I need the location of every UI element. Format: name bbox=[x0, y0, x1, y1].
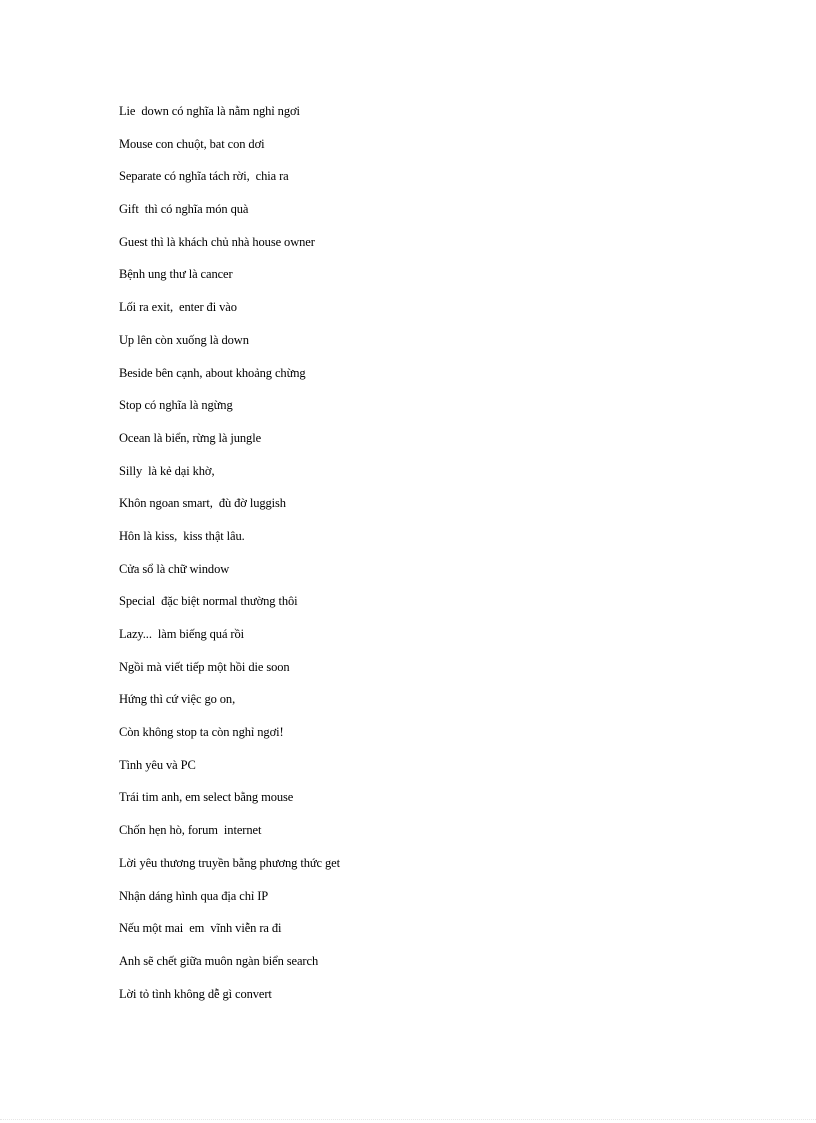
poem-line: Bệnh ung thư là cancer bbox=[119, 267, 233, 282]
poem-line: Ocean là biển, rừng là jungle bbox=[119, 430, 262, 445]
poem-line: Nhận dáng hình qua địa chỉ IP bbox=[119, 888, 269, 903]
poem-line: Lie down có nghĩa là nằm nghỉ ngơi bbox=[119, 104, 300, 118]
poem-line: Lazy... làm biếng quá rồi bbox=[119, 627, 245, 641]
poem-line: Stop có nghĩa là ngừng bbox=[119, 398, 233, 413]
poem-line: Hôn là kiss, kiss thật lâu. bbox=[119, 528, 245, 543]
poem-line: Tình yêu và PC bbox=[119, 757, 196, 772]
poem-line: Guest thì là khách chủ nhà house owner bbox=[119, 234, 315, 249]
poem-line: Lời tỏ tình không dễ gì convert bbox=[119, 986, 272, 1001]
poem-line: Lời yêu thương truyền bằng phương thức get bbox=[119, 855, 340, 870]
poem-line: Silly là kẻ dại khờ, bbox=[119, 463, 215, 478]
page-bottom-divider bbox=[0, 1119, 816, 1120]
poem-line: Nếu một mai em vĩnh viễn ra đi bbox=[119, 921, 282, 936]
poem-text bbox=[119, 102, 340, 1017]
poem-line: Beside bên cạnh, about khoảng chừng bbox=[119, 365, 306, 380]
poem-line: Ngồi mà viết tiếp một hồi die soon bbox=[119, 659, 290, 674]
poem-line: Gift thì có nghĩa món quà bbox=[119, 202, 249, 217]
poem-line: Chốn hẹn hò, forum internet bbox=[119, 823, 262, 838]
poem-line: Separate có nghĩa tách rời, chia ra bbox=[119, 169, 289, 184]
poem-line: Anh sẽ chết giữa muôn ngàn biển search bbox=[119, 953, 319, 968]
poem-line: Trái tim anh, em select bằng mouse bbox=[119, 790, 294, 805]
poem-line: Up lên còn xuống là down bbox=[119, 332, 249, 347]
poem-line: Lối ra exit, enter đi vào bbox=[119, 300, 237, 315]
poem-line: Hứng thì cứ việc go on, bbox=[119, 692, 236, 707]
poem-line: Special đặc biệt normal thường thôi bbox=[119, 594, 298, 609]
poem-line: Khôn ngoan smart, đù đờ luggish bbox=[119, 496, 286, 511]
poem-line: Mouse con chuột, bat con dơi bbox=[119, 136, 265, 151]
poem-line: Còn không stop ta còn nghỉ ngơi! bbox=[119, 725, 284, 740]
poem-line: Cửa sổ là chữ window bbox=[119, 561, 230, 576]
